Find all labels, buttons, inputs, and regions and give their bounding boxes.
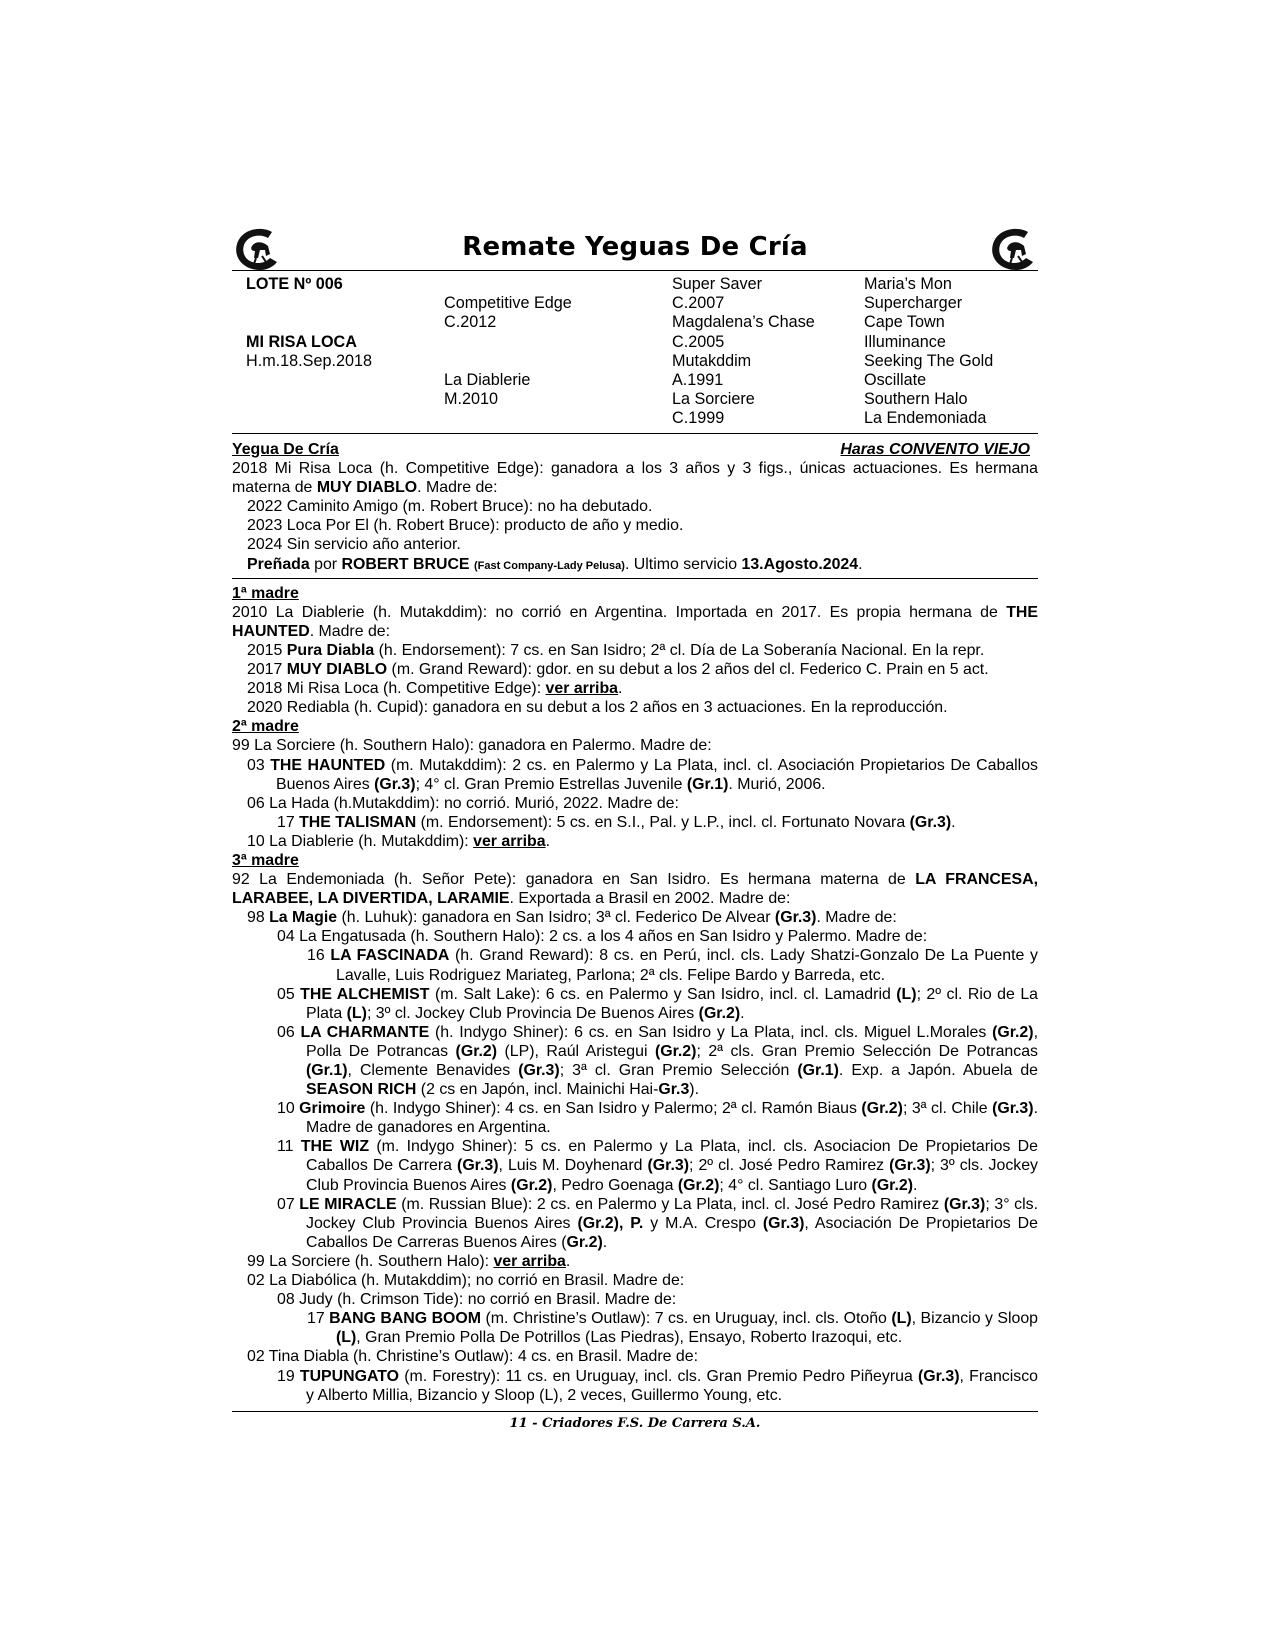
paragraph: 2010 La Diablerie (h. Mutakddim): no corrió en Argentina. Importada en 2017. Es propia hermana de THE HAUNTED. Madre de: xyxy=(232,603,1038,640)
section-title: Yegua De Cría xyxy=(232,441,339,458)
paragraph: 02 Tina Diabla (h. Christine’s Outlaw): 4 cs. en Brasil. Madre de: xyxy=(247,1348,699,1366)
paragraph: 10 Grimoire (h. Indygo Shiner): 4 cs. en San Isidro y Palermo; 2ª cl. Ramón Biaus (Gr.2); 3ª cl. Chile (Gr.3). Madre de ganadores en Argentina. xyxy=(277,1100,1038,1137)
pedigree-entry: C.1999 xyxy=(672,409,725,428)
pedigree-table xyxy=(232,271,1038,434)
paragraph: 2018 Mi Risa Loca (h. Competitive Edge): ver arriba. xyxy=(247,680,623,698)
pedigree-entry: Oscillate xyxy=(864,370,927,389)
pedigree-entry: La Endemoniada xyxy=(864,409,987,428)
horse-name: MI RISA LOCA xyxy=(246,332,357,351)
paragraph: 04 La Engatusada (h. Southern Halo): 2 cs. a los 4 años en San Isidro y Palermo. Madre de: xyxy=(277,928,928,946)
paragraph: 2023 Loca Por El (h. Robert Bruce): producto de año y medio. xyxy=(247,517,684,535)
pedigree-parents xyxy=(444,294,572,409)
paragraph: 11 THE WIZ (m. Indygo Shiner): 5 cs. en Palermo y La Plata, incl. cls. Asociacion De Propietarios De Caballos De Carrera (Gr.3), Luis M. Doyhenard (Gr.3); 2º cl. José Pedro Ramirez (Gr.3); 3º cls. Jockey Club Provincia Buenos Aires (Gr.2), Pedro Goenaga (Gr.2); 4° cl. Santiago Luro (Gr.2). xyxy=(277,1138,1038,1194)
paragraph: 99 La Sorciere (h. Southern Halo): ganadora en Palermo. Madre de: xyxy=(232,737,712,755)
page-header xyxy=(232,216,1038,271)
pedigree-entry: Seeking The Gold xyxy=(864,351,994,370)
pedigree-entry: Southern Halo xyxy=(864,390,968,409)
paragraph: 92 La Endemoniada (h. Señor Pete): ganadora en San Isidro. Es hermana materna de LA FRANCESA, LARABEE, LA DIVERTIDA, LARAMIE. Exportada a Brasil en 2002. Madre de: xyxy=(232,871,1038,908)
pedigree-entry: La Sorciere xyxy=(672,390,755,409)
pedigree-entry: Cape Town xyxy=(864,313,945,332)
horse-info: H.m.18.Sep.2018 xyxy=(246,351,372,370)
dam-name: La Diablerie xyxy=(444,370,531,389)
pedigree-entry: Super Saver xyxy=(672,275,762,293)
paragraph: 17 THE TALISMAN (m. Endorsement): 5 cs. en S.I., Pal. y L.P., incl. cl. Fortunato Novara (Gr.3). xyxy=(277,813,956,831)
paragraph: 98 La Magie (h. Luhuk): ganadora en San Isidro; 3ª cl. Federico De Alvear (Gr.3). Madre de: xyxy=(247,909,897,927)
paragraph: 2018 Mi Risa Loca (h. Competitive Edge): ganadora a los 3 años y 3 figs., únicas actuaciones. Es hermana materna de MUY DIABLO. Madre de: xyxy=(232,460,1038,497)
pedigree-subject xyxy=(246,275,372,371)
paragraph: 06 La Hada (h.Mutakddim): no corrió. Murió, 2022. Madre de: xyxy=(247,794,679,812)
paragraph: 05 THE ALCHEMIST (m. Salt Lake): 6 cs. en Palermo y San Isidro, incl. cl. Lamadrid (L); 2º cl. Rio de La Plata (L); 3º cl. Jockey Club Provincia De Buenos Aires (Gr.2). xyxy=(277,985,1038,1022)
paragraph: 03 THE HAUNTED (m. Mutakddim): 2 cs. en Palermo y La Plata, incl. cl. Asociación Propietarios De Caballos Buenos Aires (Gr.3); 4° cl. Gran Premio Estrellas Juvenile (Gr.1). Murió, 2006. xyxy=(247,756,1038,793)
pedigree-grandparents xyxy=(672,275,815,429)
catalog-page xyxy=(232,216,1038,1431)
pedigree-entry: C.2005 xyxy=(672,332,725,351)
pedigree-great-grandparents xyxy=(864,275,993,429)
paragraph: Preñada por ROBERT BRUCE (Fast Company-Lady Pelusa). Ultimo servicio 13.Agosto.2024. xyxy=(247,555,863,573)
pedigree-entry: C.2007 xyxy=(672,294,725,313)
paragraph: 2020 Rediabla (h. Cupid): ganadora en su debut a los 2 años en 3 actuaciones. En la reproducción. xyxy=(247,699,948,717)
paragraph: 2022 Caminito Amigo (m. Robert Bruce): no ha debutado. xyxy=(247,498,653,516)
sire-info: C.2012 xyxy=(444,313,497,332)
dam-info: M.2010 xyxy=(444,389,498,408)
pedigree-entry: Magdalena’s Chase xyxy=(672,313,815,332)
paragraph: 07 LE MIRACLE (m. Russian Blue): 2 cs. en Palermo y La Plata, incl. cl. José Pedro Ramirez (Gr.3); 3° cls. Jockey Club Provincia Buenos Aires (Gr.2), P. y M.A. Crespo (Gr.3), Asociación De Propietarios De Caballos De Carreras Buenos Aires (Gr.2). xyxy=(277,1195,1038,1251)
pedigree-entry: Maria’s Mon xyxy=(864,275,952,293)
haras-name: Haras CONVENTO VIEJO xyxy=(840,441,1030,458)
pedigree-entry: Illuminance xyxy=(864,332,946,351)
breeding-section xyxy=(232,434,1038,1405)
section-title: 3ª madre xyxy=(232,851,299,869)
paragraph: 99 La Sorciere (h. Southern Halo): ver arriba. xyxy=(247,1252,571,1270)
sire-name: Competitive Edge xyxy=(444,294,572,312)
paragraph: 10 La Diablerie (h. Mutakddim): ver arriba. xyxy=(247,832,550,850)
pedigree-entry: A.1991 xyxy=(672,370,724,389)
paragraph: 16 LA FASCINADA (h. Grand Reward): 8 cs. en Perú, incl. cls. Lady Shatzi-Gonzalo De La Puente y Lavalle, Luis Rodriguez Mariateg, Parlona; 2ª cls. Felipe Bardo y Barreda, etc. xyxy=(307,947,1038,984)
paragraph: 08 Judy (h. Crimson Tide): no corrió en Brasil. Madre de: xyxy=(277,1291,677,1309)
section-title: 2ª madre xyxy=(232,718,299,736)
pedigree-entry: Mutakddim xyxy=(672,351,752,370)
paragraph: 2024 Sin servicio año anterior. xyxy=(247,536,461,554)
pedigree-entry: Supercharger xyxy=(864,294,963,313)
paragraph: 02 La Diabólica (h. Mutakddim); no corrió en Brasil. Madre de: xyxy=(247,1272,685,1290)
horse-c-logo-icon xyxy=(988,226,1038,272)
paragraph: 17 BANG BANG BOOM (m. Christine’s Outlaw): 7 cs. en Uruguay, incl. cls. Otoño (L), Bizancio y Sloop (L), Gran Premio Polla De Potrillos (Las Piedras), Ensayo, Roberto Irazoqui, etc. xyxy=(307,1310,1039,1347)
page-title: Remate Yeguas De Cría xyxy=(462,232,808,262)
page-footer: 11 - Criadores F.S. De Carrera S.A. xyxy=(232,1411,1038,1431)
paragraph: 2017 MUY DIABLO (m. Grand Reward): gdor. en su debut a los 2 años del cl. Federico C. Prain en 5 act. xyxy=(247,661,989,679)
section-title: 1ª madre xyxy=(232,584,299,602)
paragraph: 2015 Pura Diabla (h. Endorsement): 7 cs. en San Isidro; 2ª cl. Día de La Soberanía Nacional. En la repr. xyxy=(247,641,985,659)
paragraph: 19 TUPUNGATO (m. Forestry): 11 cs. en Uruguay, incl. cls. Gran Premio Pedro Piñeyrua (Gr.3), Francisco y Alberto Millia, Bizancio y Sloop (L), 2 veces, Guillermo Young, etc. xyxy=(277,1367,1038,1404)
lot-number: LOTE Nº 006 xyxy=(246,275,343,293)
paragraph: 06 LA CHARMANTE (h. Indygo Shiner): 6 cs. en San Isidro y La Plata, incl. cls. Miguel L.Morales (Gr.2), Polla De Potrancas (Gr.2) (LP), Raúl Aristegui (Gr.2); 2ª cls. Gran Premio Selección De Potrancas (Gr.1), Clemente Benavides (Gr.3); 3ª cl. Gran Premio Selección (Gr.1). Exp. a Japón. Abuela de SEASON RICH (2 cs en Japón, incl. Mainichi Hai-Gr.3). xyxy=(277,1023,1038,1099)
